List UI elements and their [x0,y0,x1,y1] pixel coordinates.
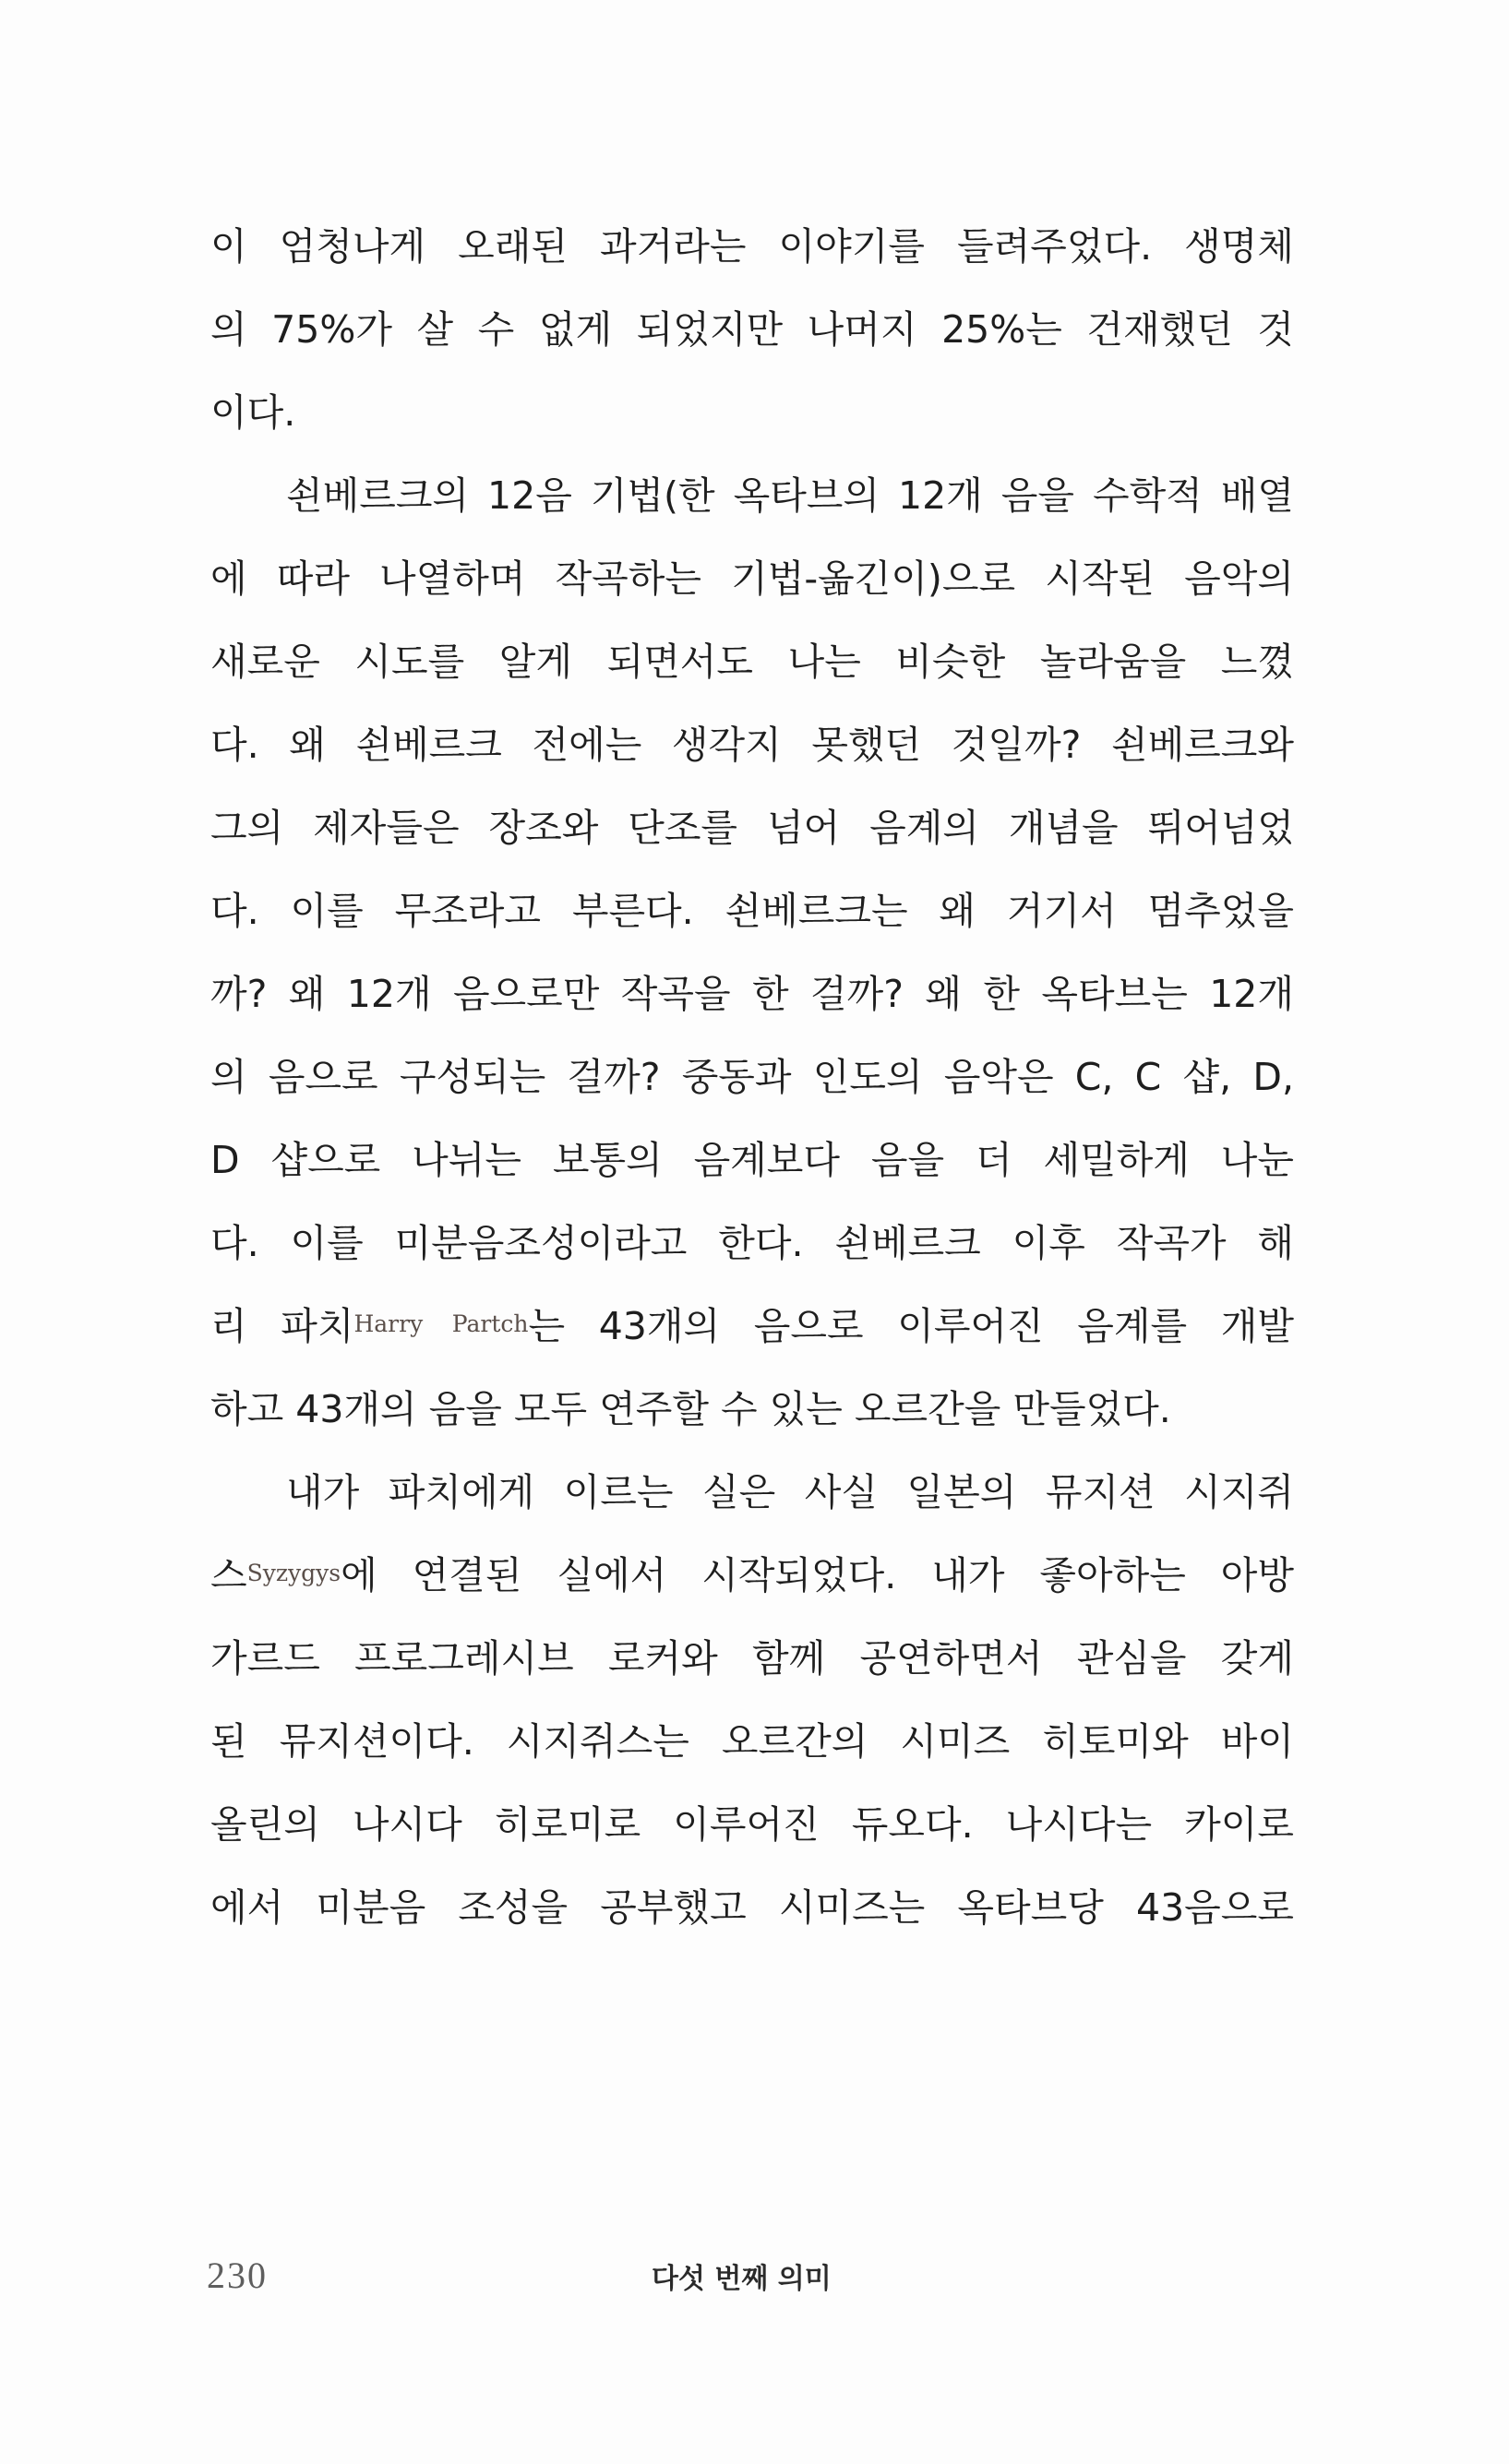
body-text [210,205,1294,1949]
text-line: D 샵으로 나뉘는 보통의 음계보다 음을 더 세밀하게 나눈 [210,1138,1294,1182]
text-line: 다. 왜 쇤베르크 전에는 생각지 못했던 것일까? 쇤베르크와 [210,723,1294,767]
text-line: 된 뮤지션이다. 시지쥐스는 오르간의 시미즈 히토미와 바이 [210,1719,1294,1764]
paragraph-start-line: 쇤베르크의 12음 기법(한 옥타브의 12개 음을 수학적 배열 [286,473,1294,518]
text-line-with-foreign-term [210,1285,1294,1368]
text-line: 다. 이를 무조라고 부른다. 쇤베르크는 왜 거기서 멈추었을 [210,889,1294,933]
foreign-term-syzygys: Syzygys [246,1560,341,1586]
text-line: 의 75%가 살 수 없게 되었지만 나머지 25%는 건재했던 것 [210,307,1294,352]
text-line: 가르드 프로그레시브 로커와 함께 공연하면서 관심을 갖게 [210,1636,1294,1681]
text-line-with-foreign-term [210,1534,1294,1617]
text-segment: 는 43개의 음으로 이루어진 음계를 개발 [528,1304,1294,1348]
foreign-term-harry-partch: Harry Partch [353,1310,529,1337]
text-line: 이다. [210,390,296,435]
text-line: 에서 미분음 조성을 공부했고 시미즈는 옥타브당 43음으로 [210,1885,1294,1930]
text-line: 올린의 나시다 히로미로 이루어진 듀오다. 나시다는 카이로 [210,1802,1294,1847]
text-line: 의 음으로 구성되는 걸까? 중동과 인도의 음악은 C, C 샵, D, [210,1055,1294,1099]
text-line: 하고 43개의 음을 모두 연주할 수 있는 오르간을 만들었다. [210,1387,1171,1431]
paragraph-start-line: 내가 파치에게 이르는 실은 사실 일본의 뮤지션 시지쥐 [286,1470,1294,1514]
text-line: 새로운 시도를 알게 되면서도 나는 비슷한 놀라움을 느꼈 [210,640,1294,684]
text-segment: 리 파치 [210,1304,354,1348]
page-number: 230 [207,2255,268,2296]
text-segment: 스 [210,1553,247,1597]
text-segment: 에 연결된 실에서 시작되었다. 내가 좋아하는 아방 [341,1553,1294,1597]
text-line: 그의 제자들은 장조와 단조를 넘어 음계의 개념을 뛰어넘었 [210,806,1294,850]
text-line: 이 엄청나게 오래된 과거라는 이야기를 들려주었다. 생명체 [210,224,1294,269]
text-line: 에 따라 나열하며 작곡하는 기법-옮긴이)으로 시작된 음악의 [210,556,1294,601]
text-line: 까? 왜 12개 음으로만 작곡을 한 걸까? 왜 한 옥타브는 12개 [210,972,1294,1016]
text-line: 다. 이를 미분음조성이라고 한다. 쇤베르크 이후 작곡가 해 [210,1221,1294,1265]
running-title: 다섯 번째 의미 [652,2263,832,2295]
